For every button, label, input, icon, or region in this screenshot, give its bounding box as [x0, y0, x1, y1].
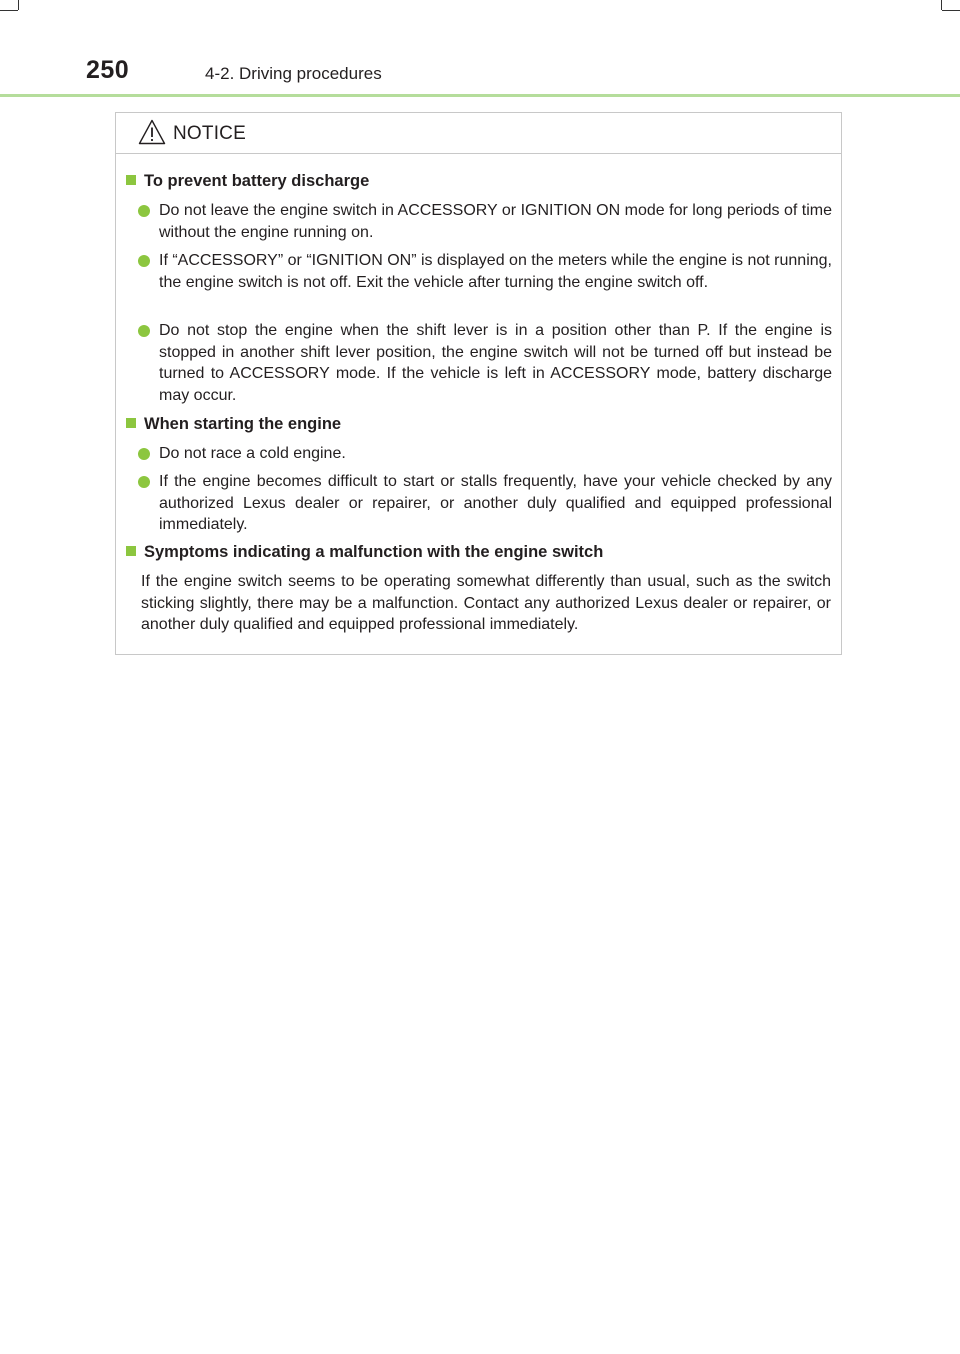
list-item: [138, 200, 832, 243]
header-divider: [0, 94, 960, 97]
section-heading: [126, 543, 603, 562]
list-item: [138, 443, 832, 465]
list-item-text: Do not race a cold engine.: [159, 445, 346, 462]
square-bullet-icon: [126, 418, 136, 428]
list-item: [138, 471, 832, 536]
section-heading-text: When starting the engine: [144, 415, 342, 433]
circle-bullet-icon: [138, 325, 150, 337]
list-item-text: If “ACCESSORY” or “IGNITION ON” is displayed on the meters while the engine is not running, the engine switch is not off. Exit the vehicle after turning the engine switch off.: [159, 252, 832, 291]
list-item-text: If the engine becomes difficult to start or stalls frequently, have your vehicle checked by any authorized Lexus dealer or repairer, or another duly qualified and equipped professional immediately.: [159, 473, 832, 533]
notice-header: [116, 113, 841, 154]
list-item: [138, 320, 832, 406]
crop-mark: [941, 0, 942, 10]
page-number: 250: [86, 56, 130, 84]
list-item: [138, 250, 832, 293]
list-item-text: Do not stop the engine when the shift lever is in a position other than P. If the engine is stopped in another shift lever position, the engine switch will not be turned off but instead be turned to ACCESSORY mode. If the vehicle is left in ACCESSORY mode, battery discharge may occur.: [159, 322, 832, 404]
crop-mark: [942, 10, 960, 11]
notice-label: NOTICE: [173, 123, 246, 144]
section-heading: [126, 172, 369, 191]
list-item-text: Do not leave the engine switch in ACCESSORY or IGNITION ON mode for long periods of time without the engine running on.: [159, 202, 832, 241]
section-heading-text: To prevent battery discharge: [144, 172, 370, 190]
circle-bullet-icon: [138, 255, 150, 267]
section-heading: [126, 415, 341, 434]
notice-box: [115, 112, 842, 655]
circle-bullet-icon: [138, 448, 150, 460]
section-title: 4-2. Driving procedures: [205, 64, 382, 83]
page-header: [86, 56, 960, 92]
square-bullet-icon: [126, 175, 136, 185]
section-paragraph: If the engine switch seems to be operating somewhat differently than usual, such as the switch sticking slightly, there may be a malfunction. Contact any authorized Lexus dealer or repairer, or another duly qualified and equipped professional immediately.: [141, 573, 831, 633]
circle-bullet-icon: [138, 205, 150, 217]
square-bullet-icon: [126, 546, 136, 556]
warning-triangle-icon: [138, 119, 166, 145]
crop-mark: [0, 10, 18, 11]
crop-mark: [18, 0, 19, 10]
circle-bullet-icon: [138, 476, 150, 488]
section-heading-text: Symptoms indicating a malfunction with the engine switch: [144, 543, 604, 561]
